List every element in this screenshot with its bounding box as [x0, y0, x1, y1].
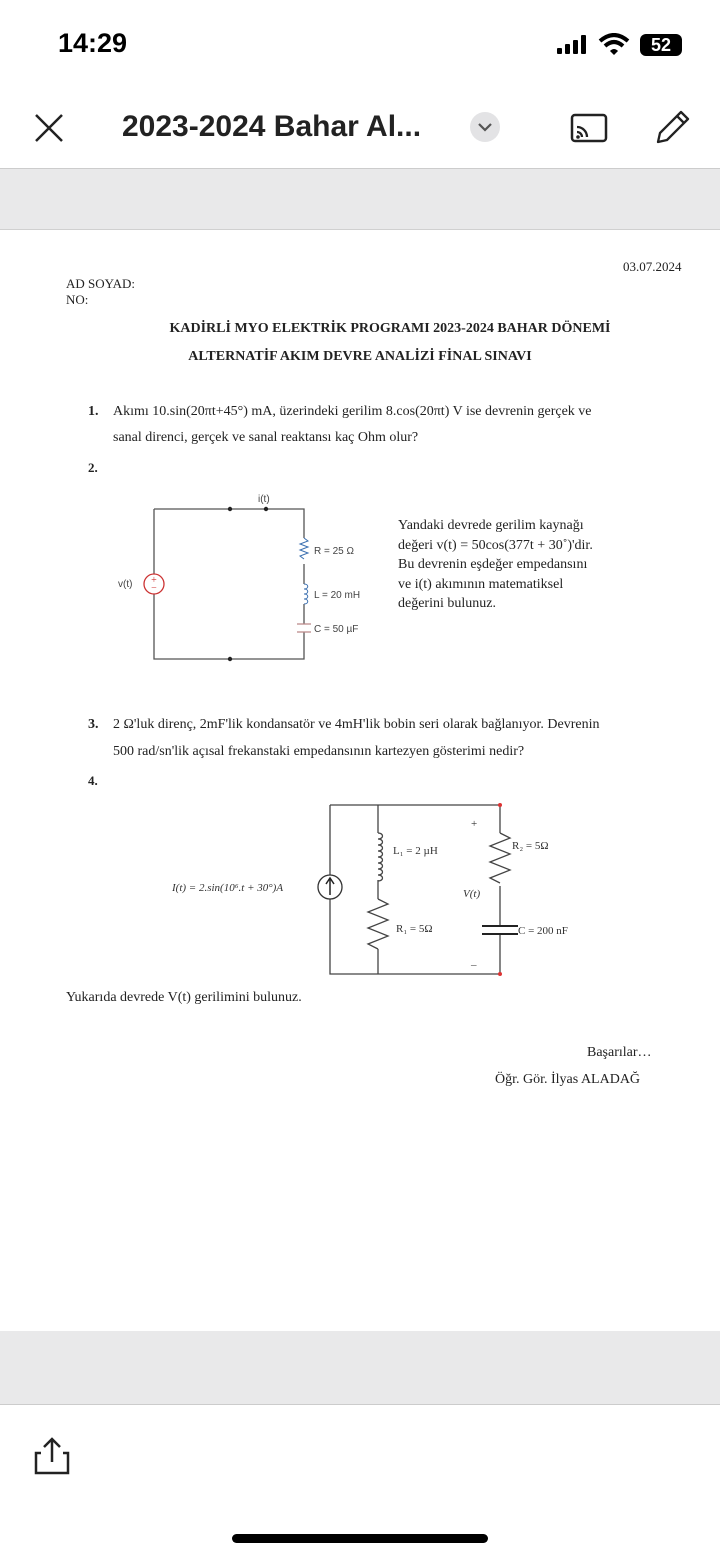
resistor-r1-symbol — [368, 899, 388, 949]
q4-r2-label: R₂ = 5Ω — [512, 840, 549, 852]
capacitor-symbol — [297, 624, 311, 632]
signal-icon — [557, 34, 589, 54]
inductor-symbol — [304, 584, 308, 604]
q1-text-line2: sanal direnci, gerçek ve sanal reaktansı kaç Ohm olur? — [113, 430, 419, 445]
home-indicator[interactable] — [232, 1534, 488, 1543]
q2-circuit-diagram — [110, 486, 380, 666]
q2-capacitor-label: C = 50 µF — [314, 624, 359, 635]
q3-text-line2: 500 rad/sn'lik açısal frekanstaki empedansının kartezyen gösterimi nedir? — [113, 744, 525, 759]
name-label: AD SOYAD: — [66, 276, 135, 291]
q2-text-line: ve i(t) akımının matematiksel — [398, 576, 564, 592]
q2-inductor-label: L = 20 mH — [314, 590, 361, 601]
q2-text — [398, 516, 593, 614]
document-title[interactable]: 2023-2024 Bahar Al... — [122, 110, 422, 143]
q3-text-line1: 2 Ω'luk direnç, 2mF'lik kondansatör ve 4mH'lik bobin seri olarak bağlanıyor. Devrenin — [113, 717, 600, 732]
q2-current-label: i(t) — [258, 494, 270, 505]
battery-level: 52 — [650, 35, 672, 55]
battery-icon — [640, 34, 682, 56]
chevron-down-icon — [470, 112, 500, 142]
q1-number: 1. — [88, 404, 99, 419]
top-gray-band — [0, 168, 720, 230]
status-time: 14:29 — [58, 28, 128, 58]
q4-minus-label: – — [471, 959, 477, 971]
wifi-icon — [598, 33, 630, 55]
q2-text-line: değeri v(t) = 50cos(377t + 30˚)'dir. — [398, 537, 593, 553]
q4-voltage-label: V(t) — [463, 888, 481, 900]
q4-number: 4. — [88, 773, 98, 788]
close-icon[interactable] — [33, 112, 65, 144]
title-dropdown-button[interactable] — [470, 112, 500, 142]
edit-pencil-icon[interactable] — [652, 108, 692, 148]
bottom-gray-band — [0, 1331, 720, 1405]
q4-capacitor-label: C = 200 nF — [518, 925, 568, 937]
q2-text-line: Yandaki devrede gerilim kaynağı — [398, 518, 584, 533]
resistor-symbol — [300, 538, 308, 559]
q4-text: Yukarıda devrede V(t) gerilimini bulunuz. — [66, 990, 302, 1005]
q3-number: 3. — [88, 717, 99, 732]
q4-plus-label: + — [471, 818, 478, 830]
q1-text-line1: Akımı 10.sin(20πt+45°) mA, üzerindeki gerilim 8.cos(20πt) V ise devrenin gerçek ve — [113, 404, 592, 419]
cast-icon[interactable] — [570, 113, 608, 143]
exam-date: 03.07.2024 — [623, 259, 682, 274]
document-page — [0, 231, 720, 1331]
q4-circuit-diagram — [160, 796, 620, 981]
q2-source-label: v(t) — [118, 579, 133, 590]
number-label: NO: — [66, 292, 89, 307]
q4-l1-label: L₁ = 2 µH — [393, 845, 438, 857]
capacitor-symbol — [482, 926, 518, 934]
q2-text-line: Bu devrenin eşdeğer empedansını — [398, 557, 588, 572]
q2-text-line: değerini bulunuz. — [398, 596, 496, 611]
inductor-symbol — [378, 833, 383, 881]
q4-source-label: I(t) = 2.sin(10⁶.t + 30°)A — [172, 882, 284, 894]
share-icon[interactable] — [33, 1436, 71, 1476]
q2-resistor-label: R = 25 Ω — [314, 546, 354, 557]
svg-text:−: − — [151, 583, 157, 594]
exam-title-line2: ALTERNATİF AKIM DEVRE ANALİZİ FİNAL SINAVI — [188, 349, 532, 364]
signature: Öğr. Gör. İlyas ALADAĞ — [495, 1072, 641, 1087]
closing-text: Başarılar… — [587, 1045, 652, 1060]
q2-number: 2. — [88, 460, 98, 475]
q4-r1-label: R₁ = 5Ω — [396, 923, 433, 935]
exam-title-line1: KADİRLİ MYO ELEKTRİK PROGRAMI 2023-2024 BAHAR DÖNEMİ — [169, 321, 611, 336]
resistor-r2-symbol — [490, 833, 510, 883]
svg-text:+: + — [151, 575, 157, 586]
